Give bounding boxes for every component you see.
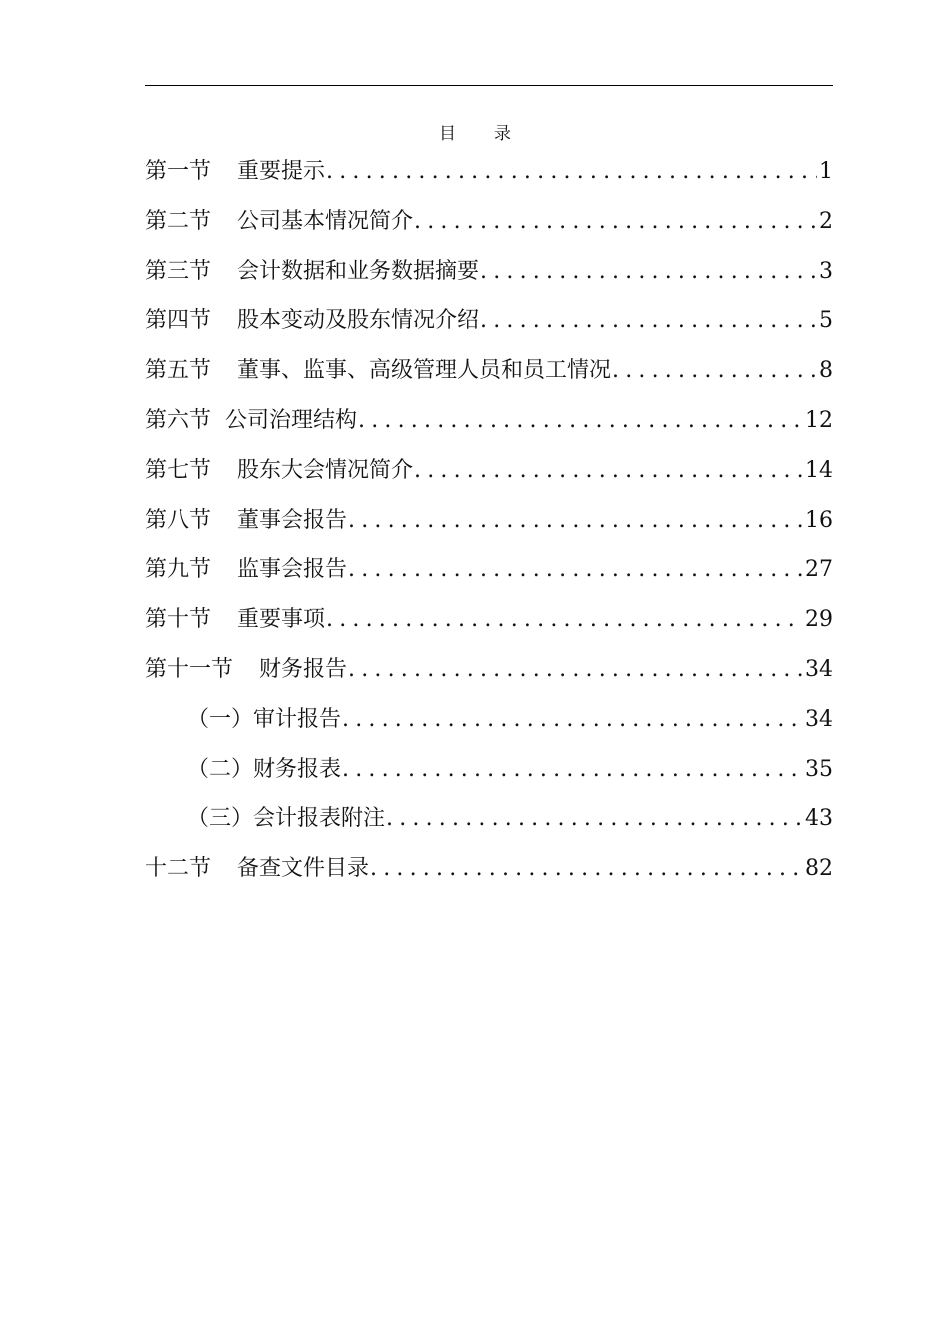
toc-section-title: 董事会报告 bbox=[237, 507, 348, 533]
toc-page-number: 35 bbox=[805, 756, 833, 782]
toc-section-number: 第四节 bbox=[145, 308, 212, 334]
toc-leader-dots bbox=[479, 301, 817, 341]
toc-leader-dots bbox=[341, 700, 803, 740]
toc-subentry[interactable] bbox=[145, 799, 833, 849]
toc-page-number: 5 bbox=[819, 308, 833, 334]
toc-page-number: 43 bbox=[805, 806, 833, 832]
toc-leader-dots bbox=[341, 750, 803, 790]
toc-title bbox=[0, 122, 950, 146]
toc-entry[interactable] bbox=[145, 301, 833, 351]
toc-subsection-title: 会计报表附注 bbox=[253, 806, 386, 832]
toc-leader-dots bbox=[347, 501, 803, 541]
toc-leader-dots bbox=[347, 550, 803, 590]
toc-entry[interactable] bbox=[145, 202, 833, 252]
toc-entry[interactable] bbox=[145, 600, 833, 650]
toc-section-number: 第三节 bbox=[145, 258, 212, 284]
toc-leader-dots bbox=[369, 849, 803, 889]
toc-leader-dots bbox=[413, 451, 803, 491]
toc-section-title: 监事会报告 bbox=[237, 557, 348, 583]
toc-section-title: 财务报告 bbox=[259, 656, 348, 682]
toc-entry[interactable] bbox=[145, 501, 833, 551]
toc-section-title: 重要提示 bbox=[237, 159, 326, 184]
toc-leader-dots bbox=[325, 600, 803, 640]
toc-leader-dots bbox=[385, 799, 803, 839]
toc-page-number: 27 bbox=[805, 557, 833, 583]
toc-page-number: 1 bbox=[819, 159, 833, 184]
toc-section-number: 第七节 bbox=[145, 457, 212, 483]
toc-section-number: 第九节 bbox=[145, 557, 212, 583]
toc-section-number: 第十一节 bbox=[145, 656, 234, 682]
toc-subentry[interactable] bbox=[145, 700, 833, 750]
toc-section-number: 第十节 bbox=[145, 607, 212, 633]
toc-section-title: 会计数据和业务数据摘要 bbox=[237, 258, 480, 284]
toc-entry[interactable] bbox=[145, 252, 833, 302]
toc-entry[interactable] bbox=[145, 401, 833, 451]
toc-leader-dots bbox=[611, 351, 817, 391]
toc-subsection-title: 审计报告 bbox=[253, 706, 342, 732]
toc-section-number: 第二节 bbox=[145, 208, 212, 234]
toc-leader-dots bbox=[479, 252, 817, 292]
toc-subsection-number: （一） bbox=[187, 706, 254, 732]
toc-page-number: 8 bbox=[819, 358, 833, 384]
toc-list bbox=[145, 152, 833, 899]
toc-subsection-number: （三） bbox=[187, 806, 254, 832]
toc-section-number: 第八节 bbox=[145, 507, 212, 533]
toc-section-number: 十二节 bbox=[145, 856, 212, 882]
toc-entry[interactable] bbox=[145, 152, 833, 202]
toc-section-title: 备查文件目录 bbox=[237, 856, 370, 882]
toc-page-number: 82 bbox=[805, 856, 833, 882]
toc-section-title: 股本变动及股东情况介绍 bbox=[237, 308, 480, 334]
toc-page-number: 14 bbox=[805, 457, 833, 483]
toc-section-title: 公司治理结构 bbox=[225, 407, 358, 433]
toc-entry[interactable] bbox=[145, 451, 833, 501]
toc-subsection-title: 财务报表 bbox=[253, 756, 342, 782]
toc-page-number: 16 bbox=[805, 507, 833, 533]
toc-subsection-number: （二） bbox=[187, 756, 254, 782]
toc-section-title: 公司基本情况简介 bbox=[237, 208, 414, 234]
toc-section-title: 股东大会情况简介 bbox=[237, 457, 414, 483]
toc-page-number: 12 bbox=[805, 407, 833, 433]
toc-leader-dots bbox=[325, 152, 817, 192]
toc-page-number: 34 bbox=[805, 706, 833, 732]
toc-title-right: 录 bbox=[494, 124, 511, 144]
toc-leader-dots bbox=[357, 401, 803, 441]
header-rule bbox=[145, 85, 833, 86]
toc-section-title: 董事、监事、高级管理人员和员工情况 bbox=[237, 358, 612, 384]
toc-section-title: 重要事项 bbox=[237, 607, 326, 633]
toc-entry[interactable] bbox=[145, 849, 833, 899]
toc-leader-dots bbox=[347, 650, 803, 690]
toc-page-number: 2 bbox=[819, 208, 833, 234]
toc-section-number: 第一节 bbox=[145, 159, 212, 184]
toc-title-left: 目 bbox=[439, 124, 456, 144]
toc-page-number: 29 bbox=[805, 607, 833, 633]
toc-entry[interactable] bbox=[145, 351, 833, 401]
toc-entry[interactable] bbox=[145, 650, 833, 700]
toc-entry[interactable] bbox=[145, 550, 833, 600]
toc-subentry[interactable] bbox=[145, 750, 833, 800]
toc-page-number: 3 bbox=[819, 258, 833, 284]
toc-section-number: 第五节 bbox=[145, 358, 212, 384]
toc-page-number: 34 bbox=[805, 656, 833, 682]
toc-leader-dots bbox=[413, 202, 817, 242]
toc-section-number: 第六节 bbox=[145, 407, 212, 433]
